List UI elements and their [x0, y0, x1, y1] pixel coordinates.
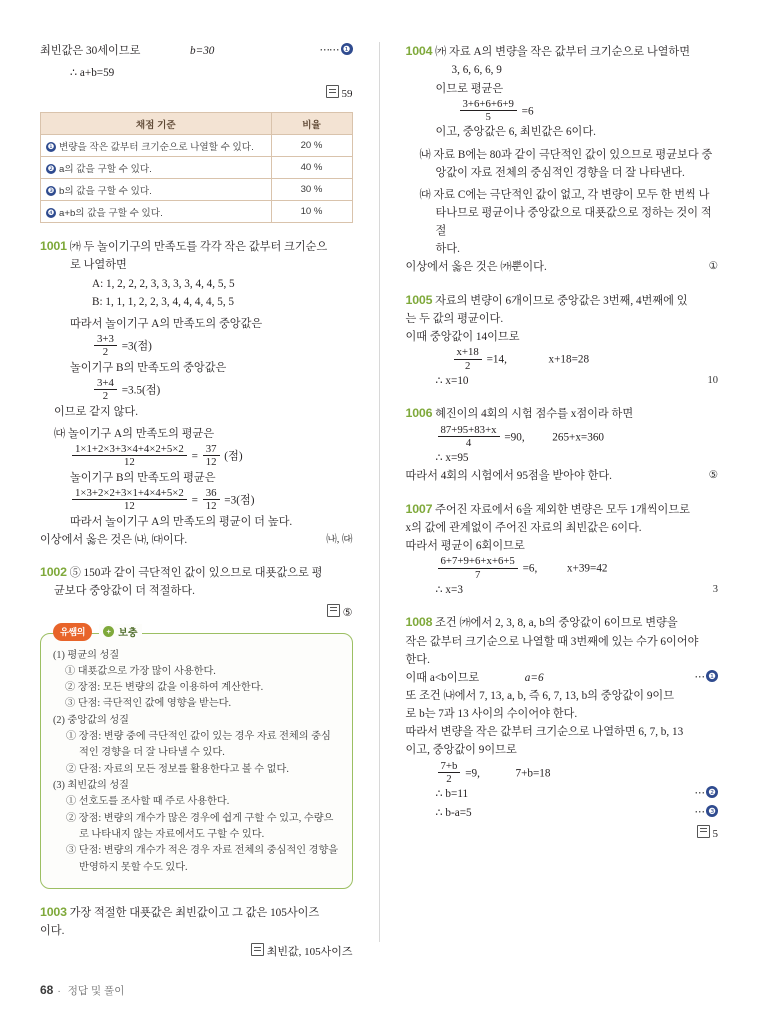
criteria-badge: ❶ — [47, 142, 55, 151]
fraction-numerator: 3+4 — [97, 376, 114, 389]
footer-separator: · — [57, 985, 61, 997]
mark-number-2: ❷ — [706, 786, 718, 798]
answer-1004 — [709, 258, 718, 275]
problem-1004-line6: 앙값이 자료 전체의 중심적인 경향을 더 잘 나타낸다. — [435, 166, 685, 179]
problem-1007-line4: ∴ x=3 — [435, 584, 463, 597]
supplement-item-title: (1) 평균의 성질 — [53, 649, 120, 661]
fraction-numerator: 1×1+2×3+3×4+4×2+5×2 — [75, 442, 184, 455]
page-number: 68 — [40, 983, 54, 997]
problem-1002-head — [40, 563, 353, 582]
eq-secondary: 265+x=360 — [552, 430, 605, 443]
problem-1001-line3: A: 1, 2, 2, 2, 3, 3, 3, 3, 4, 4, 5, 5 — [92, 277, 235, 290]
mark-1008-1: ⋯ ❶ — [695, 669, 719, 686]
eq-unit: (점) — [224, 450, 243, 463]
two-column-layout — [40, 42, 718, 959]
answer-1002-value: ⑤ — [342, 606, 353, 619]
fraction — [438, 424, 500, 450]
supplement-subitem: ③ 단점: 극단적인 값에 영향을 받는다. — [65, 698, 232, 710]
problem-1002 — [40, 563, 353, 619]
problem-1007-eq1 — [406, 555, 719, 581]
problem-1007-number: 1007 — [405, 501, 433, 516]
problem-1007-head — [406, 500, 719, 519]
fraction — [438, 555, 518, 581]
fraction-numerator: 1×3+2×2+3×1+4×4+5×2 — [75, 486, 184, 499]
problem-1001-eq1 — [40, 333, 353, 359]
problem-1004-line3: 이므로 평균은 — [435, 82, 504, 95]
problem-1003-head — [40, 903, 353, 922]
mark-number-3: ❸ — [706, 805, 718, 817]
fraction-denominator: 7 — [438, 568, 518, 581]
answer-1006-value: ⑤ — [708, 470, 718, 482]
eq-equals: = — [191, 450, 198, 463]
problem-1005-head — [406, 291, 719, 310]
problem-1005-line4: ∴ x=10 — [435, 375, 469, 388]
answer-1001-value: ㈏, ㈐ — [326, 533, 353, 545]
problem-1006-number: 1006 — [405, 406, 433, 421]
mark-1008-3: ⋯ ❸ — [695, 804, 719, 821]
problem-1004-line10-row — [406, 258, 719, 276]
top-continuation — [40, 42, 353, 103]
supplement-subitem: ② 장점: 모든 변량의 값을 이용하여 계산한다. — [65, 682, 264, 694]
problem-1008-eq-a: a=6 — [524, 671, 544, 684]
problem-1003-line1: 가장 적절한 대푯값은 최빈값이고 그 값은 105사이즈 — [69, 906, 320, 919]
problem-1008-line3: 한다. — [405, 653, 430, 666]
table-row — [41, 157, 353, 179]
answer-1007-value: 3 — [712, 584, 718, 596]
supplement-subitem: ③ 단점: 변량의 개수가 적은 경우 자료 전체의 중심적인 경향을 반영하지 못할 수도 있다. — [66, 845, 339, 873]
problem-1001-line5: 따라서 놀이기구 A의 만족도의 중앙값은 — [70, 317, 263, 330]
criteria-text: b의 값을 구할 수 있다. — [59, 185, 152, 197]
footer-label: 정답 및 풀이 — [67, 985, 125, 997]
eq-secondary: 7+b=18 — [515, 766, 551, 779]
problem-1004-number: 1004 — [405, 44, 433, 58]
problem-1004-line1: ㈎ 자료 A의 변량을 작은 값부터 크기순으로 나열하면 — [435, 46, 691, 58]
problem-1001-eq2 — [40, 377, 353, 403]
eq-secondary: x+39=42 — [566, 562, 608, 575]
problem-1004-eq1 — [406, 98, 719, 124]
answer-1004-value: ① — [708, 261, 718, 273]
top-line-1-eq: b=30 — [190, 45, 215, 57]
problem-1001-line8: ㈐ 놀이기구 A의 만족도의 평균은 — [54, 427, 215, 440]
fraction — [94, 333, 117, 359]
problem-1001-line11-row — [40, 531, 353, 549]
answer-top-value: 59 — [341, 88, 353, 101]
problem-1008-line7: 따라서 변량을 작은 값부터 크기순으로 나열하면 6, 7, b, 13 — [405, 726, 684, 739]
answer-1003 — [40, 943, 353, 959]
problem-1005-line2: 는 두 값의 평균이다. — [405, 312, 504, 325]
answer-1003-value: 최빈값, 105사이즈 — [266, 946, 353, 959]
problem-1005-line3: 이때 중앙값이 14이므로 — [405, 331, 520, 344]
fraction-numerator: 3+6+6+6+9 — [462, 97, 514, 110]
problem-1002-number: 1002 — [40, 565, 67, 580]
problem-1005-eq1 — [406, 346, 719, 372]
problem-1005-line1: 자료의 변량이 6개이므로 중앙값은 3번째, 4번째에 있 — [435, 294, 688, 307]
answer-1006 — [709, 467, 718, 484]
supplement-subitem: ① 장점: 변량 중에 극단적인 값이 있는 경우 자료 전체의 중심적인 경향을 더 잘 나타낼 수 있다. — [66, 731, 331, 759]
supplement-header — [53, 623, 340, 641]
page-footer — [40, 983, 124, 998]
supplement-label: 보충 — [118, 628, 138, 640]
problem-1002-line2: 균보다 중앙값이 더 적절하다. — [54, 585, 195, 598]
answer-top — [40, 85, 353, 103]
th-ratio: 비율 — [271, 113, 352, 135]
problem-1001-eq4 — [40, 487, 353, 513]
problem-1008-line4: 이때 a<b이므로 — [405, 671, 480, 684]
fraction-denominator: 2 — [438, 772, 461, 785]
problem-1008-line6: 로 b는 7과 13 사이의 수이어야 한다. — [405, 708, 578, 721]
table-row — [41, 179, 353, 201]
problem-1008-line4-row — [406, 669, 719, 687]
answer-book-icon — [327, 604, 340, 617]
eq-result: =6 — [521, 104, 534, 117]
problem-1004-line5: ㈏ 자료 B에는 80과 같이 극단적인 값이 있으므로 평균보다 중 — [419, 148, 713, 161]
eq-result: =3(점) — [121, 340, 152, 353]
problem-1008-head — [406, 613, 719, 632]
criteria-badge: ❸ — [47, 186, 55, 195]
problem-1004-line10: 이상에서 옳은 것은 ㈎뿐이다. — [405, 261, 547, 274]
problem-1004-line9: 하다. — [435, 243, 460, 256]
fraction — [460, 98, 517, 124]
fraction-denominator: 4 — [438, 436, 500, 449]
table-header-row — [41, 113, 353, 135]
eq-result: =6, — [522, 562, 538, 575]
problem-1006-line3-row — [406, 467, 719, 485]
fraction — [72, 487, 187, 513]
problem-1006-line3: 따라서 4회의 시험에서 95점을 받아야 한다. — [405, 470, 612, 483]
table-row — [41, 201, 353, 223]
problem-1001-number: 1001 — [40, 239, 67, 253]
problem-1007 — [406, 500, 719, 600]
criteria-text: a의 값을 구할 수 있다. — [59, 163, 152, 175]
problem-1008-line8: 이고, 중앙값이 9이므로 — [405, 744, 517, 757]
fraction-numerator: 3+3 — [97, 332, 114, 345]
problem-1001-head — [40, 237, 353, 256]
supplement-item-title: (3) 최빈값의 성질 — [53, 780, 130, 792]
problem-1004-line8: 타나므로 평균이나 중앙값으로 대푯값으로 정하는 것이 적절 — [435, 207, 712, 238]
problem-1008-line5: 또 조건 ㈏에서 7, 13, a, b, 즉 6, 7, 13, b의 중앙값이 9이므 — [405, 690, 675, 702]
mark-number-1: ❶ — [341, 43, 353, 55]
problem-1008-line9-row — [406, 785, 719, 803]
problem-1006-line1: 혜진이의 4회의 시험 점수를 x점이라 하면 — [435, 408, 634, 421]
problem-1005-line4-row — [406, 372, 719, 390]
problem-1001-line10: 따라서 놀이기구 A의 만족도의 평균이 더 높다. — [70, 515, 293, 528]
answer-1008 — [406, 825, 719, 840]
criteria-cell — [41, 157, 272, 179]
supplement-tag: 유쌤의 — [53, 623, 92, 641]
top-mark-1: ⋯⋯ ❶ — [320, 42, 353, 59]
supplement-subitem: ② 단점: 자료의 모든 정보를 활용한다고 볼 수 없다. — [66, 763, 289, 775]
problem-1003-number: 1003 — [40, 904, 67, 919]
problem-1007-line4-row — [406, 581, 719, 599]
problem-1006-line2: ∴ x=95 — [435, 452, 469, 465]
fraction — [438, 760, 461, 786]
fraction — [94, 377, 117, 403]
answer-book-icon — [251, 943, 264, 956]
answer-book-icon — [326, 85, 339, 98]
eq-result: =90, — [504, 430, 525, 443]
problem-1001-line1: ㈎ 두 놀이기구의 만족도를 각각 작은 값부터 크기순으 — [69, 241, 328, 253]
problem-1008-line10-row — [406, 804, 719, 822]
criteria-badge: ❹ — [47, 208, 55, 217]
problem-1003 — [40, 903, 353, 960]
fraction-denominator: 2 — [94, 345, 117, 358]
answer-1001 — [326, 531, 352, 548]
answer-1007 — [713, 581, 718, 598]
problem-1001-line6: 놀이기구 B의 만족도의 중앙값은 — [70, 361, 227, 374]
criteria-cell — [41, 135, 272, 157]
ratio-cell: 20 % — [271, 135, 352, 157]
supplement-box — [40, 627, 353, 889]
problem-1002-line1: ⑤ 150과 같이 극단적인 값이 있으므로 대푯값으로 평 — [69, 567, 323, 580]
fraction-denominator: 12 — [203, 455, 220, 468]
fraction-denominator: 2 — [454, 359, 482, 372]
fraction-numerator: 7+b — [440, 759, 458, 772]
fraction-numerator: x+18 — [456, 346, 479, 359]
problem-1001-line2: 로 나열하면 — [70, 259, 127, 272]
fraction-numerator: 36 — [205, 486, 217, 499]
th-criteria: 채점 기준 — [41, 113, 272, 135]
problem-1001 — [40, 237, 353, 549]
problem-1008-eq1 — [406, 760, 719, 786]
problem-1007-line3: 따라서 평균이 6회이므로 — [405, 540, 525, 553]
mark-number-1: ❶ — [706, 670, 718, 682]
criteria-cell — [41, 201, 272, 223]
answer-1002 — [40, 604, 353, 619]
problem-1005 — [406, 291, 719, 391]
table-row — [41, 135, 353, 157]
problem-1001-line11: 이상에서 옳은 것은 ㈏, ㈐이다. — [40, 533, 188, 546]
criteria-text: 변량을 작은 값부터 크기순으로 나열할 수 있다. — [59, 141, 254, 153]
top-line-1-text: 최빈값은 30세이므로 — [40, 45, 141, 57]
right-column — [379, 42, 719, 942]
fraction-numerator: 37 — [205, 442, 217, 455]
problem-1007-line2: x의 값에 관계없이 주어진 자료의 최빈값은 6이다. — [405, 521, 642, 534]
scoring-criteria-table — [40, 112, 353, 223]
fraction-denominator: 12 — [72, 499, 187, 512]
fraction-denominator: 5 — [460, 110, 517, 123]
answer-1008-value: 5 — [712, 827, 718, 840]
problem-1008-number: 1008 — [405, 615, 433, 630]
eq-result: =14, — [486, 353, 507, 366]
problem-1001-line4: B: 1, 1, 1, 2, 2, 3, 4, 4, 4, 4, 5, 5 — [92, 295, 235, 308]
criteria-badge: ❷ — [47, 164, 55, 173]
problem-1004 — [406, 42, 719, 277]
problem-1001-eq3 — [40, 443, 353, 469]
left-column — [40, 42, 353, 959]
problem-1004-line7: ㈐ 자료 C에는 극단적인 값이 없고, 각 변량이 모두 한 번씩 나 — [419, 188, 710, 201]
eq-result: =3.5(점) — [121, 384, 161, 397]
problem-1007-line1: 주어진 자료에서 6을 제외한 변량은 모두 1개씩이므로 — [435, 503, 690, 516]
ratio-cell: 10 % — [271, 201, 352, 223]
problem-1008-line2: 작은 값부터 크기순으로 나열할 때 3번째에 있는 수가 6이어야 — [405, 635, 699, 648]
eq-result: =9, — [465, 766, 480, 779]
problem-1001-line7: 이므로 같지 않다. — [54, 405, 139, 418]
problem-1001-line9: 놀이기구 B의 만족도의 평균은 — [70, 471, 216, 484]
criteria-cell — [41, 179, 272, 201]
problem-1008 — [406, 613, 719, 839]
top-line-2: ∴ a+b=59 — [70, 67, 115, 80]
answer-1005 — [708, 372, 719, 389]
plus-icon: + — [103, 626, 114, 637]
criteria-text: a+b의 값을 구할 수 있다. — [59, 207, 163, 219]
eq-unit: =3(점) — [224, 494, 255, 507]
ratio-cell: 30 % — [271, 179, 352, 201]
fraction — [203, 443, 220, 469]
problem-1006 — [406, 404, 719, 485]
problem-1006-eq1 — [406, 424, 719, 450]
supplement-item-title: (2) 중앙값의 성질 — [53, 714, 130, 726]
fraction-denominator: 12 — [203, 499, 220, 512]
eq-equals: = — [191, 494, 198, 507]
mark-1008-2: ⋯ ❷ — [695, 785, 719, 802]
eq-secondary: x+18=28 — [548, 353, 590, 366]
top-line-1 — [40, 42, 353, 60]
answer-book-icon — [697, 825, 710, 838]
supplement-subitem: ① 선호도를 조사할 때 주로 사용한다. — [66, 796, 230, 808]
problem-1008-line9: ∴ b=11 — [435, 788, 469, 801]
problem-1008-line10: ∴ b-a=5 — [435, 806, 472, 819]
fraction — [72, 443, 187, 469]
problem-1006-head — [406, 404, 719, 423]
fraction — [203, 487, 220, 513]
problem-1005-number: 1005 — [405, 292, 433, 307]
supplement-label-wrap — [99, 624, 141, 639]
fraction-numerator: 6+7+9+6+x+6+5 — [440, 555, 515, 568]
problem-1004-head — [406, 42, 719, 61]
fraction-denominator: 2 — [94, 389, 117, 402]
supplement-subitem: ① 대푯값으로 가장 많이 사용한다. — [65, 665, 216, 677]
fraction-denominator: 12 — [72, 455, 187, 468]
fraction — [454, 346, 482, 372]
problem-1008-line1: 조건 ㈎에서 2, 3, 8, a, b의 중앙값이 6이므로 변량을 — [435, 617, 678, 630]
problem-1004-line2: 3, 6, 6, 6, 9 — [451, 64, 502, 77]
problem-1003-line2: 이다. — [40, 925, 65, 938]
problem-1004-line4: 이고, 중앙값은 6, 최빈값은 6이다. — [435, 126, 596, 139]
ratio-cell: 40 % — [271, 157, 352, 179]
fraction-numerator: 87+95+83+x — [440, 423, 497, 436]
supplement-subitem: ② 장점: 변량의 개수가 많은 경우에 쉽게 구할 수 있고, 수량으로 나타내지 않는 자료에서도 구할 수 있다. — [66, 812, 334, 840]
answer-1005-value: 10 — [707, 375, 718, 387]
